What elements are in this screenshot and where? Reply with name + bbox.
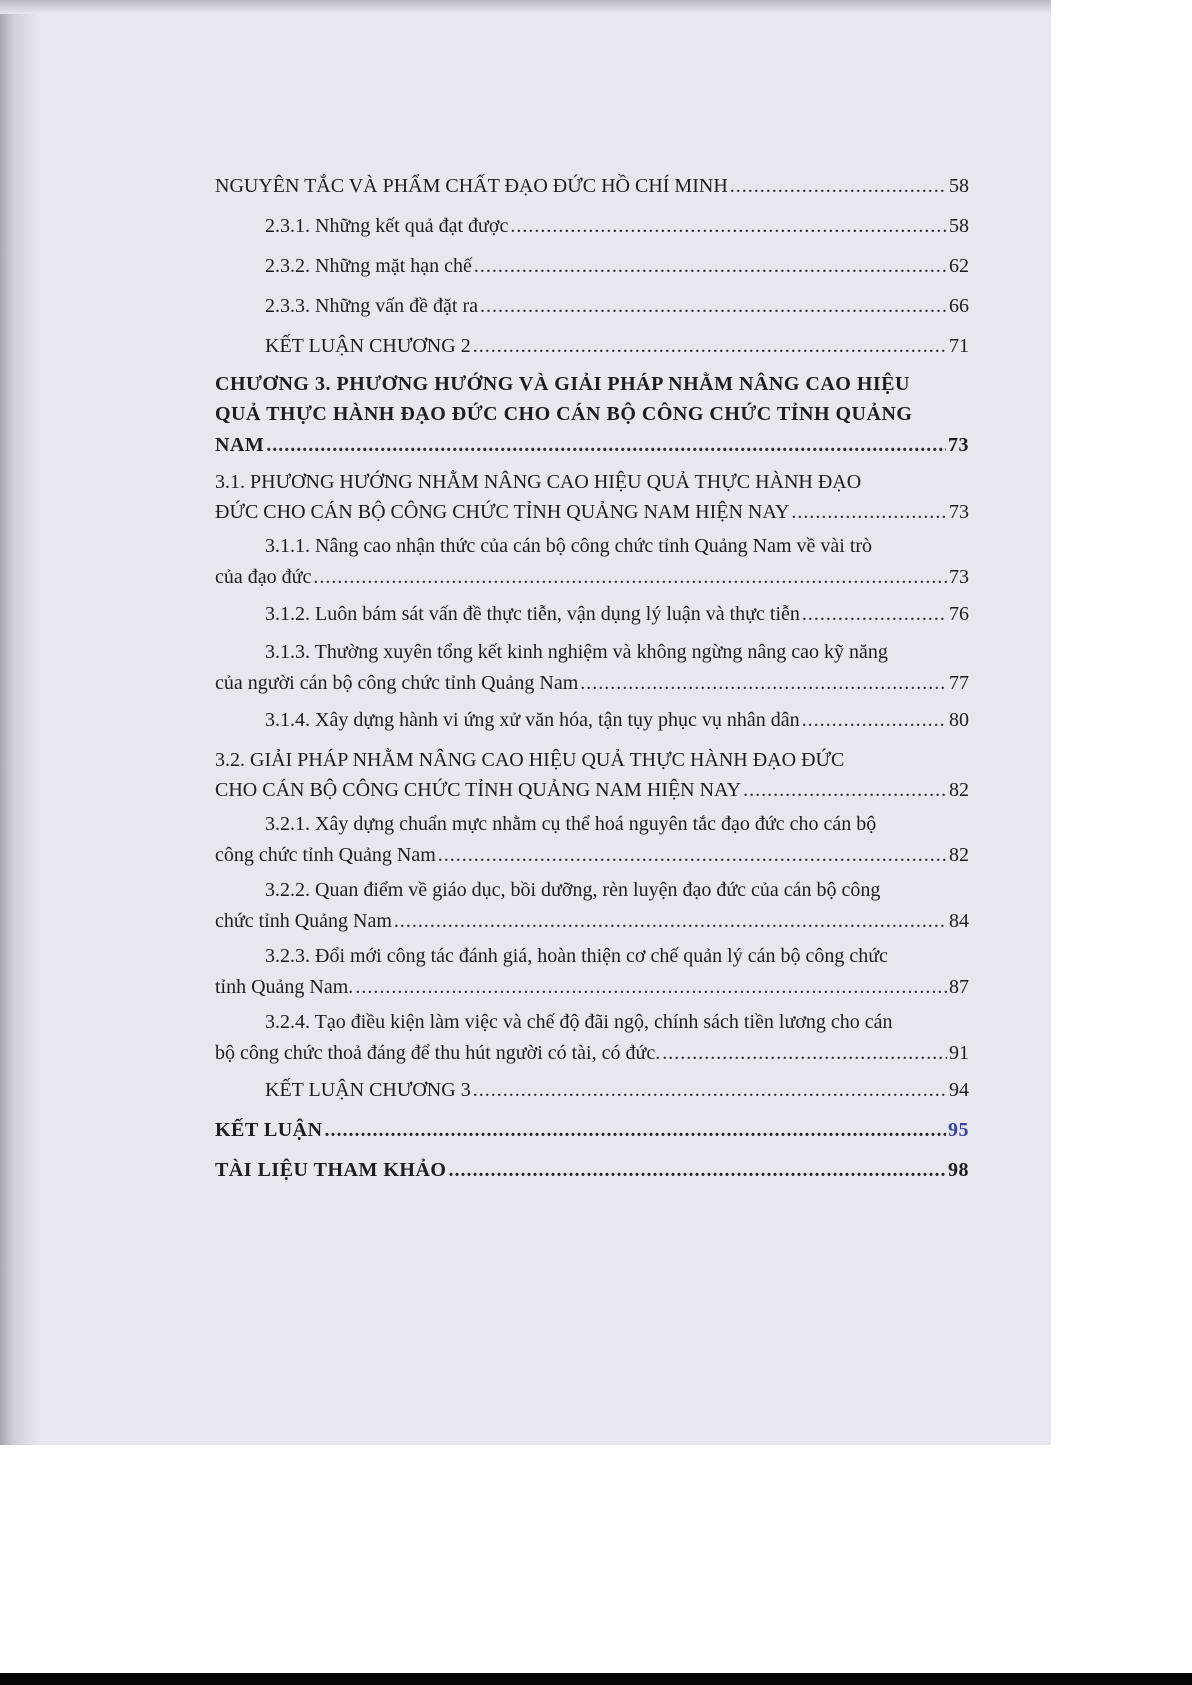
toc-entry-title-line: CHO CÁN BỘ CÔNG CHỨC TỈNH QUẢNG NAM HIỆN NAY (215, 779, 742, 801)
toc-entry-title-line: của đạo đức (215, 566, 312, 588)
toc-entry-title-line: 3.2.2. Quan điểm về giáo dục, bồi dưỡng, rèn luyện đạo đức của cán bộ công (265, 879, 881, 901)
toc-entry-3-2-3 (215, 941, 969, 1003)
toc-entry-2-3-2 (215, 248, 969, 285)
toc-entry-title-line: của người cán bộ công chức tỉnh Quảng Nam (215, 672, 579, 694)
toc-entry-title-line: 3.1. PHƯƠNG HƯỚNG NHẰM NÂNG CAO HIỆU QUẢ THỰC HÀNH ĐẠO (215, 471, 862, 493)
toc-page-number: 82 (949, 844, 969, 866)
toc-entry-title-line: NAM (215, 434, 265, 456)
toc-entry-title: KẾT LUẬN CHƯƠNG 3 (265, 1079, 471, 1101)
toc-entry-title: 2.3.3. Những vấn đề đặt ra (265, 295, 479, 317)
toc-dot-leader (394, 905, 947, 937)
toc-dot-leader (438, 839, 947, 871)
toc-page-number: 87 (949, 976, 969, 998)
toc-entry-title-line: 3.1.1. Nâng cao nhận thức của cán bộ công chức tỉnh Quảng Nam về vài trò (265, 535, 873, 557)
toc-entry-title: 2.3.1. Những kết quả đạt được (265, 215, 509, 237)
toc-dot-leader (474, 248, 947, 285)
toc-dot-leader (510, 208, 947, 245)
toc-entry-2-3-3 (215, 288, 969, 325)
toc-entry-2-3-1 (215, 208, 969, 245)
toc-dot-leader (448, 1152, 946, 1189)
toc-entry-title: NGUYÊN TẮC VÀ PHẨM CHẤT ĐẠO ĐỨC HỒ CHÍ MINH (215, 175, 728, 197)
toc-entry-3-1-1 (215, 531, 969, 593)
toc-page-number: 91 (949, 1042, 969, 1064)
toc-page-number: 94 (949, 1079, 969, 1101)
toc-page-number: 66 (949, 295, 969, 317)
page-top-shadow (0, 0, 1051, 14)
toc-entry-title: 3.1.2. Luôn bám sát vấn đề thực tiễn, vận dụng lý luận và thực tiễn (265, 603, 800, 625)
toc-dot-leader (791, 497, 947, 527)
toc-dot-leader (802, 702, 947, 739)
toc-entry-3-1-4 (215, 702, 969, 739)
toc-entry-3-1 (215, 467, 969, 527)
toc-dot-leader (802, 596, 947, 633)
toc-entry-conclusion-ch3 (215, 1072, 969, 1109)
toc-entry-title: KẾT LUẬN CHƯƠNG 2 (265, 335, 471, 357)
toc-entry-title-line: bộ công chức thoả đáng để thu hút người có tài, có đức. (215, 1042, 661, 1064)
toc-page-number: 77 (949, 672, 969, 694)
toc-entry-title-line: ĐỨC CHO CÁN BỘ CÔNG CHỨC TỈNH QUẢNG NAM HIỆN NAY (215, 501, 790, 523)
toc-page-number: 58 (949, 175, 969, 197)
toc-entry-3-2-1 (215, 809, 969, 871)
toc-entry-title-line: tỉnh Quảng Nam. (215, 976, 354, 998)
toc-entry-references (215, 1152, 969, 1189)
toc-page-number: 73 (948, 434, 969, 456)
toc-page-number: 73 (949, 566, 969, 588)
toc-entry-3-2-2 (215, 875, 969, 937)
toc-entry-title-line: công chức tỉnh Quảng Nam (215, 844, 436, 866)
toc-entry-title-line: 3.2.3. Đổi mới công tác đánh giá, hoàn thiện cơ chế quản lý cán bộ công chức (265, 945, 888, 967)
toc-entry-title: TÀI LIỆU THAM KHẢO (215, 1159, 447, 1181)
toc-entry-title-line: 3.2.1. Xây dựng chuẩn mực nhằm cụ thể hoá nguyên tắc đạo đức cho cán bộ (265, 813, 877, 835)
toc-dot-leader (662, 1037, 947, 1069)
toc-entry-chapter-3 (215, 369, 969, 461)
toc-page-number: 98 (948, 1159, 969, 1181)
toc-page-number: 73 (949, 501, 969, 523)
toc-dot-leader (325, 1112, 946, 1149)
toc-dot-leader (730, 168, 947, 205)
toc-page-number: 82 (949, 779, 969, 801)
toc-entry-title-line: 3.2. GIẢI PHÁP NHẰM NÂNG CAO HIỆU QUẢ THỰC HÀNH ĐẠO ĐỨC (215, 749, 845, 771)
toc-entry-3-2 (215, 745, 969, 805)
toc-dot-leader (355, 971, 947, 1003)
toc-entry-title: 3.1.4. Xây dựng hành vi ứng xử văn hóa, tận tụy phục vụ nhân dân (265, 709, 800, 731)
toc-dot-leader (473, 1072, 947, 1109)
toc-entry-title-line: QUẢ THỰC HÀNH ĐẠO ĐỨC CHO CÁN BỘ CÔNG CHỨC TỈNH QUẢNG (215, 403, 913, 425)
toc-dot-leader (743, 775, 947, 805)
toc-entry-principles (215, 168, 969, 205)
toc-entry-conclusion (215, 1112, 969, 1149)
toc-entry-conclusion-ch2 (215, 328, 969, 365)
toc-page-number: 95 (948, 1119, 969, 1141)
toc-entry-title: 2.3.2. Những mặt hạn chế (265, 255, 472, 277)
toc-page-number: 62 (949, 255, 969, 277)
toc-entry-title-line: CHƯƠNG 3. PHƯƠNG HƯỚNG VÀ GIẢI PHÁP NHẰM NÂNG CAO HIỆU (215, 373, 910, 395)
toc-dot-leader (580, 667, 947, 699)
toc-entry-title-line: 3.2.4. Tạo điều kiện làm việc và chế độ đãi ngộ, chính sách tiền lương cho cán (265, 1011, 893, 1033)
toc-entry-title-line: 3.1.3. Thường xuyên tổng kết kinh nghiệm và không ngừng nâng cao kỹ năng (265, 641, 888, 663)
toc-entry-3-1-3 (215, 637, 969, 699)
toc-dot-leader (313, 561, 947, 593)
scan-bottom-border (0, 1673, 1192, 1685)
toc-page-number: 58 (949, 215, 969, 237)
toc-page-number: 84 (949, 910, 969, 932)
toc-entry-title-line: chức tỉnh Quảng Nam (215, 910, 392, 932)
toc-dot-leader (266, 429, 946, 461)
toc-page-number: 80 (949, 709, 969, 731)
toc-entry-3-2-4 (215, 1007, 969, 1069)
toc-dot-leader (473, 328, 947, 365)
toc-entry-3-1-2 (215, 596, 969, 633)
toc-entry-title: KẾT LUẬN (215, 1119, 323, 1141)
toc-dot-leader (480, 288, 947, 325)
page-binding-shadow (0, 0, 40, 1445)
toc-page-number: 71 (949, 335, 969, 357)
table-of-contents (215, 168, 969, 1189)
toc-page-number: 76 (949, 603, 969, 625)
